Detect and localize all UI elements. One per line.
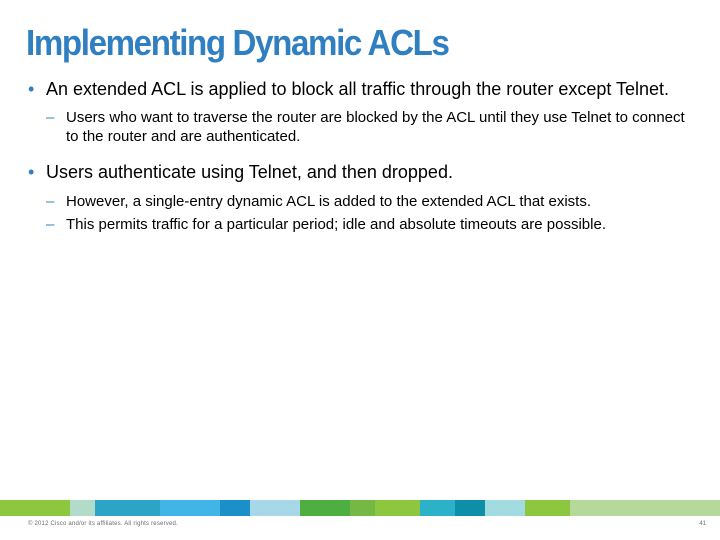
bullet-text: An extended ACL is applied to block all traffic through the router except Telnet. [46,79,670,99]
footer-bar-segment [250,500,300,516]
sub-bullet-marker: – [46,109,55,126]
sub-bullet-text: However, a single-entry dynamic ACL is added to the extended ACL that exists. [66,193,592,210]
copyright-text: © 2012 Cisco and/or its affiliates. All rights reserved. [28,521,178,527]
footer-bar-segment [70,500,95,516]
footer-bar-segment [350,500,375,516]
sub-bullet-marker: – [46,193,55,210]
slide-title: Implementing Dynamic ACLs [26,22,449,63]
bullet-item [28,161,698,183]
footer-bar-segment [220,500,250,516]
sub-bullet-item [28,108,698,146]
page-number: 41 [699,521,706,527]
bullet-item [28,78,698,100]
sub-bullet-marker: – [46,216,55,233]
footer-bar-segment [300,500,350,516]
footer-bar-segment [420,500,455,516]
sub-bullet-item [28,215,698,234]
bullet-marker: • [28,79,35,99]
footer-bar-segment [130,500,160,516]
footer-bar-segment [485,500,525,516]
sub-bullet-item [28,192,698,211]
slide-content [28,78,698,234]
bullet-text: Users authenticate using Telnet, and then dropped. [46,162,453,182]
footer-bar-segment [160,500,220,516]
footer-bar-segment [375,500,420,516]
footer-bar-segment [570,500,720,516]
sub-bullet-text: Users who want to traverse the router are blocked by the ACL until they use Telnet to connect to the router and are authenticated. [66,109,685,145]
footer-bar-segment [525,500,570,516]
footer-bar-segment [95,500,130,516]
footer-bar-segment [455,500,485,516]
bullet-marker: • [28,162,35,182]
footer-bar-segment [0,500,70,516]
sub-bullet-text: This permits traffic for a particular period; idle and absolute timeouts are possible. [66,216,606,233]
footer-color-bar [0,500,720,516]
